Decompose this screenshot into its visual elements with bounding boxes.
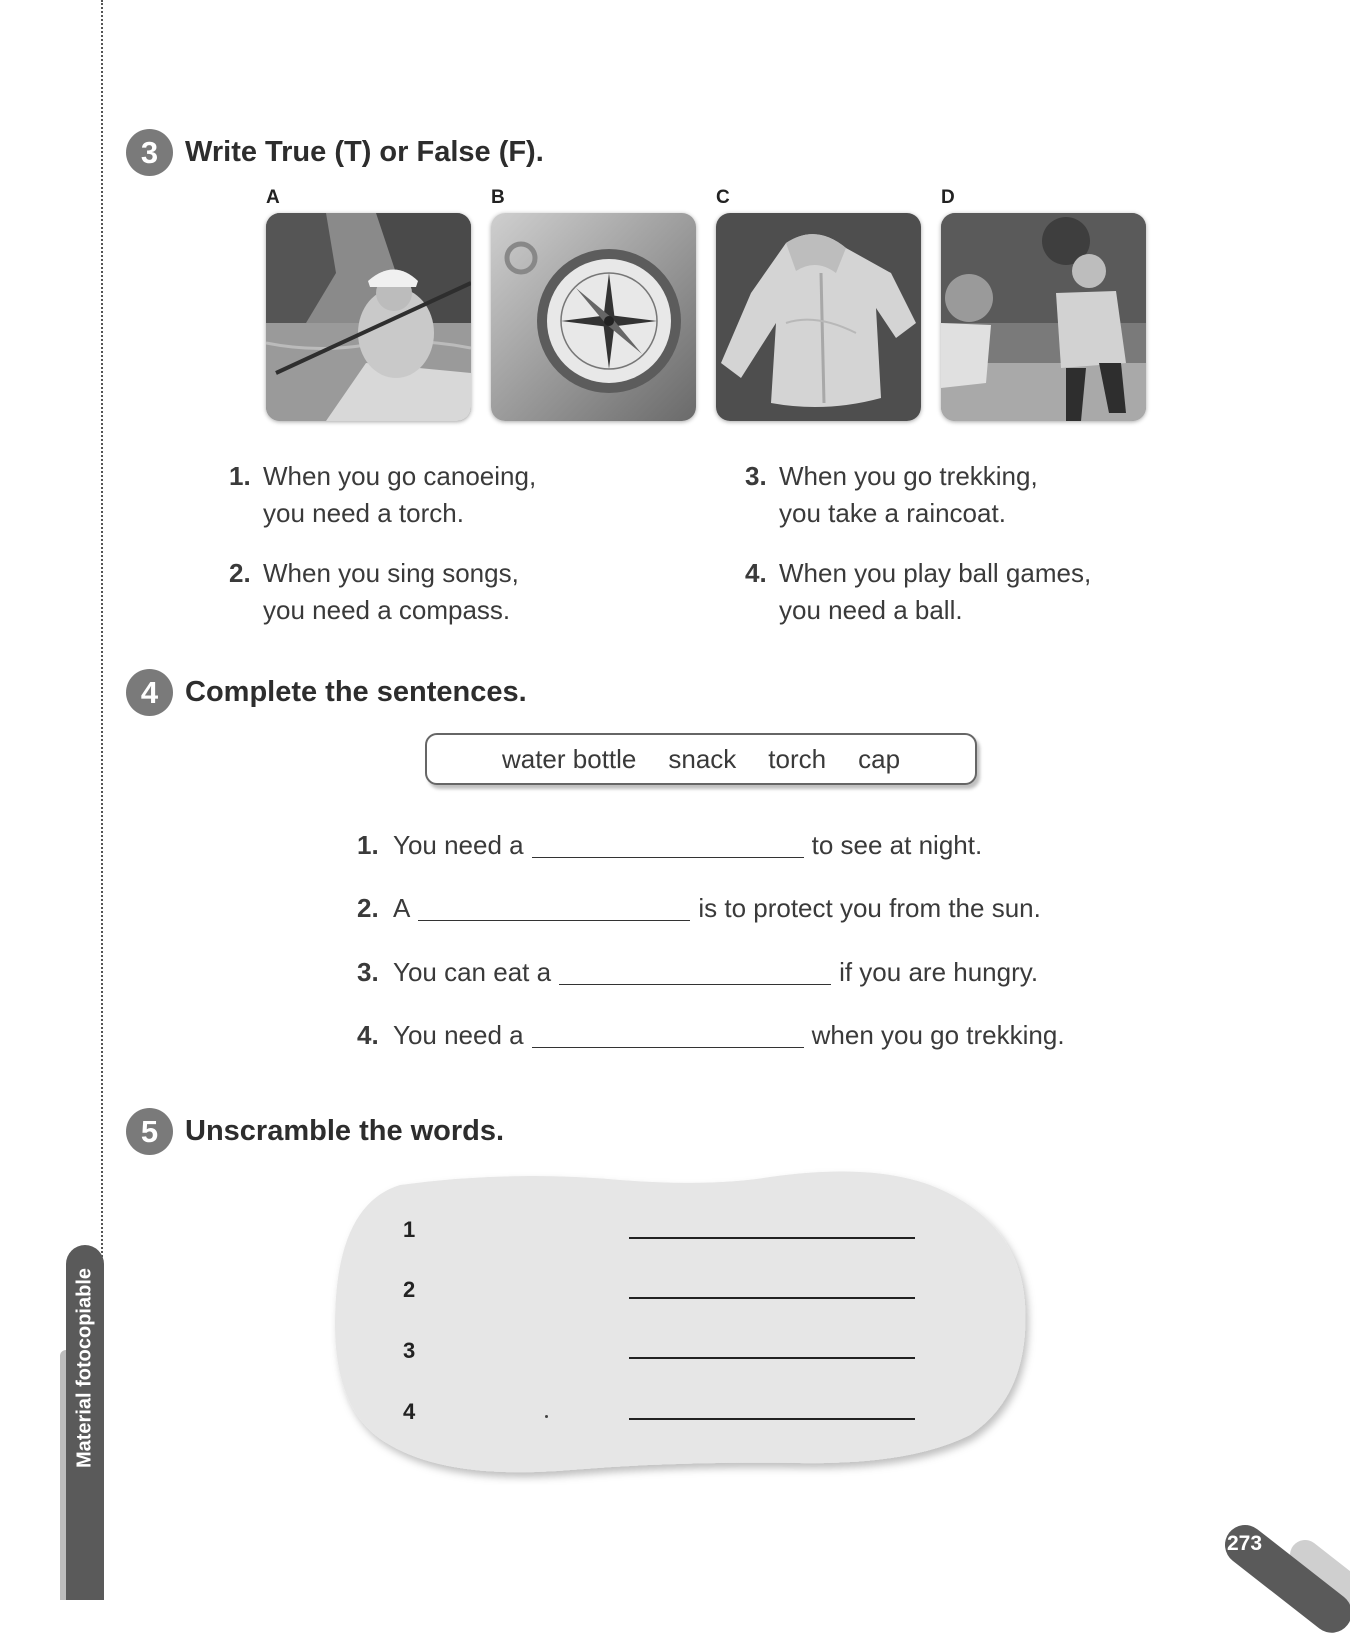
word-bank-item: torch	[768, 743, 827, 774]
page-number: 273	[1227, 1532, 1263, 1555]
sentence-before: You need a	[393, 830, 524, 860]
statement-number: 4.	[745, 558, 767, 588]
photo-letter: C	[716, 187, 730, 208]
unscramble-number: 4	[403, 1399, 416, 1424]
tf-statement-1	[229, 458, 536, 532]
photo-letter: D	[941, 187, 955, 208]
sentence-after: to see at night.	[811, 830, 983, 860]
word-bank-item: water bottle	[501, 743, 637, 774]
sentence-after: if you are hungry.	[839, 957, 1039, 987]
section-4-title: Complete the sentences.	[185, 676, 527, 708]
unscramble-answer-line[interactable]	[629, 1237, 915, 1239]
tf-statement-2	[229, 555, 519, 629]
section-3-header	[126, 129, 544, 176]
answer-blank[interactable]	[559, 983, 831, 985]
sentence-number: 1.	[357, 830, 379, 860]
sentence-number: 2.	[357, 893, 379, 923]
sentence-4	[357, 1020, 1065, 1051]
photo-c	[716, 183, 921, 421]
sentence-after: is to protect you from the sun.	[698, 893, 1041, 923]
sentence-3	[357, 957, 1038, 988]
side-tab-label: Material fotocopiable	[73, 1267, 96, 1469]
section-3-title: Write True (T) or False (F).	[185, 136, 544, 168]
unscramble-answer-line[interactable]	[629, 1357, 915, 1359]
statement-text: When you play ball games, you need a ball.	[779, 558, 1092, 625]
raincoat-photo	[716, 213, 921, 421]
statement-text: When you go trekking, you take a raincoat.	[779, 461, 1038, 528]
canoeing-photo	[266, 213, 471, 421]
statement-text: When you go canoeing, you need a torch.	[263, 461, 537, 528]
unscramble-number: 1	[403, 1217, 416, 1242]
photo-a	[266, 183, 471, 421]
section-5-title: Unscramble the words.	[185, 1115, 505, 1147]
word-bank	[425, 733, 977, 785]
sentence-after: when you go trekking.	[811, 1020, 1065, 1050]
section-5-number: 5	[126, 1108, 173, 1155]
unscramble-answer-line[interactable]	[629, 1418, 915, 1420]
compass-photo	[491, 213, 696, 421]
sentence-before: A	[393, 893, 411, 923]
statement-text: When you sing songs, you need a compass.	[263, 558, 519, 625]
speck	[545, 1415, 548, 1418]
sentence-number: 4.	[357, 1020, 379, 1050]
word-bank-item: snack	[668, 743, 737, 774]
photo-b	[491, 183, 696, 421]
sentence-1	[357, 830, 982, 861]
section-4-header	[126, 669, 527, 716]
unscramble-number: 3	[403, 1338, 416, 1363]
answer-blank[interactable]	[418, 919, 690, 921]
word-bank-item: cap	[858, 743, 901, 774]
section-3-number: 3	[126, 129, 173, 176]
answer-blank[interactable]	[532, 1046, 804, 1048]
unscramble-answer-line[interactable]	[629, 1297, 915, 1299]
section-4-number: 4	[126, 669, 173, 716]
sentence-number: 3.	[357, 957, 379, 987]
section-5-header	[126, 1108, 504, 1155]
sentence-before: You need a	[393, 1020, 524, 1050]
statement-number: 1.	[229, 461, 251, 491]
tf-statement-4	[745, 555, 1091, 629]
statement-number: 2.	[229, 558, 251, 588]
tf-statement-3	[745, 458, 1038, 532]
scramble-panel	[330, 1165, 1040, 1485]
photo-d	[941, 183, 1146, 421]
unscramble-number: 2	[403, 1277, 416, 1302]
sentence-before: You can eat a	[393, 957, 552, 987]
answer-blank[interactable]	[532, 856, 804, 858]
basketball-photo	[941, 213, 1146, 421]
sentence-2	[357, 893, 1041, 924]
photo-letter: A	[266, 187, 280, 208]
statement-number: 3.	[745, 461, 767, 491]
photo-letter: B	[491, 187, 505, 208]
